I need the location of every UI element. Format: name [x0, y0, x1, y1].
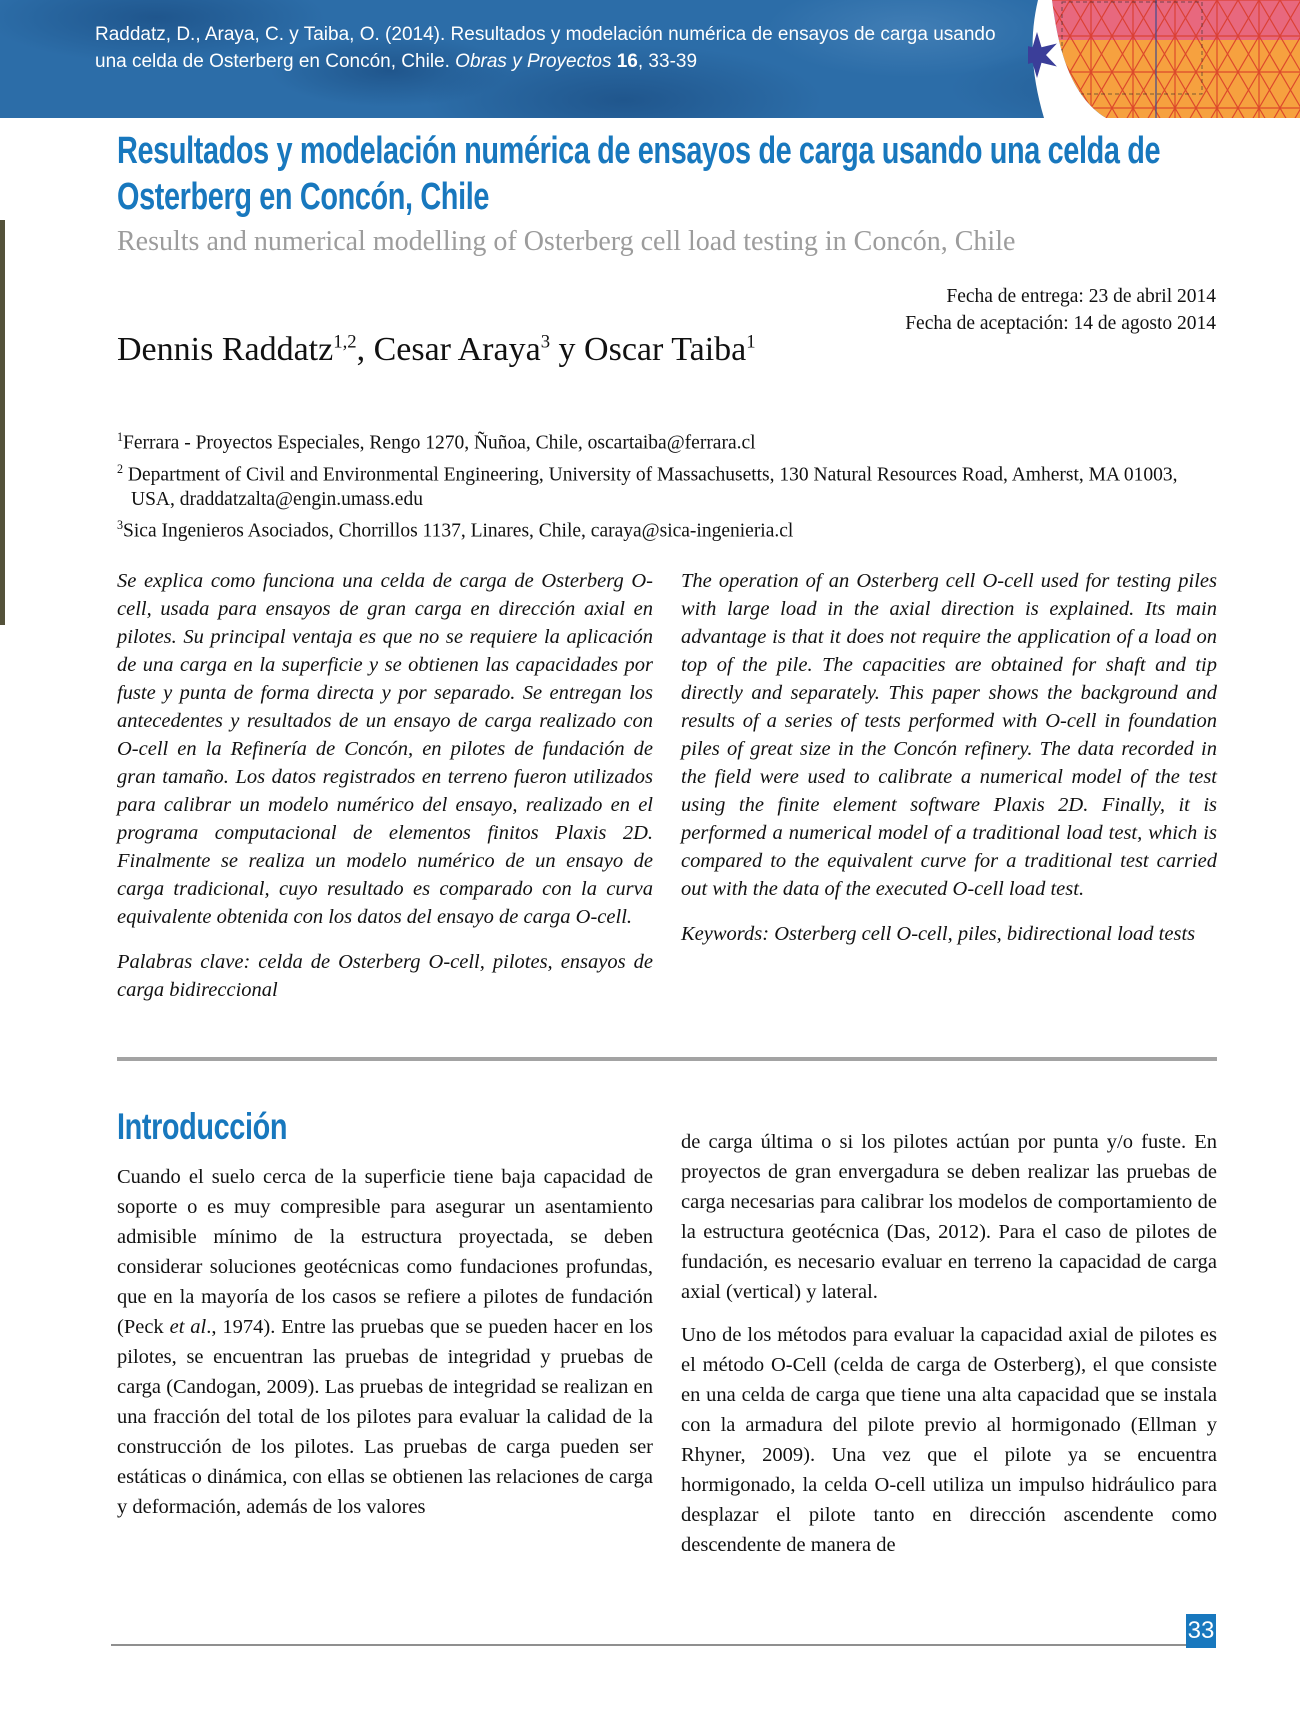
fem-mesh-graphic	[1028, 0, 1300, 118]
affiliation-list	[117, 425, 1222, 545]
author-name: y Oscar Taiba	[550, 331, 747, 368]
title-english: Results and numerical modelling of Osterberg cell load testing in Concón, Chile	[117, 226, 1016, 257]
keywords-english: Keywords: Osterberg cell O-cell, piles, bidirectional load tests	[681, 923, 1196, 945]
intro-paragraph: de carga última o si los pilotes actúan por punta y/o fuste. En proyectos de gran envergadura se deben realizar las pruebas de carga necesarias para calibrar los modelos de comportamiento de la estructura geotécnica (Das, 2012). Para el caso de pilotes de fundación, es necesario evaluar en terreno la capacidad de carga axial (vertical) y lateral.	[681, 1131, 1217, 1303]
paragraph-text: Cuando el suelo cerca de la superficie tiene baja capacidad de soporte o es muy compresible para asegurar un asentamiento admisible mínimo de la estructura proyectada, se deben considerar soluciones geotécnicas como fundaciones profundas, que en la mayoría de los casos se refiere a pilotes de fundación (Peck	[117, 1166, 653, 1338]
affiliation-item	[117, 425, 1222, 456]
footer-rule	[111, 1644, 1186, 1646]
author-line	[117, 331, 756, 369]
affiliation-item	[117, 513, 1222, 544]
date-accepted: Fecha de aceptación: 14 de agosto 2014	[905, 313, 1216, 334]
submission-dates	[905, 283, 1216, 337]
author-affiliation-marker: 1,2	[333, 331, 357, 353]
section-heading-introduction	[117, 1106, 335, 1148]
intro-column-left	[117, 1162, 653, 1522]
paragraph-text: ., 1974). Entre las pruebas que se pueden hacer en los pilotes, se encuentran las pruebas de integridad y pruebas de carga (Candogan, 2009). Las pruebas de integridad se realizan en una fracción del total de los pilotes para evaluar la calidad de la construcción de los pilotes. Las pruebas de carga pueden ser estáticas o dinámica, con ellas se obtienen las relaciones de carga y deformación, además de los valores	[117, 1316, 653, 1518]
page-title	[117, 128, 1300, 220]
author-name: , Cesar Araya	[356, 331, 541, 368]
author-affiliation-marker: 3	[540, 331, 551, 353]
abstract-spanish	[117, 567, 653, 1004]
title-line-2: Osterberg en Concón, Chile	[117, 176, 490, 218]
citation-part1: Raddatz, D., Araya, C. y Taiba, O. (2014). Resultados y modelación numérica de ensayos de carga usando una celda de Osterberg en Concón, Chile.	[95, 24, 996, 72]
page-number-badge: 33	[1186, 1614, 1216, 1648]
section-divider-rule	[117, 1057, 1217, 1061]
abstract-english	[681, 567, 1217, 948]
author-affiliation-marker: 1	[746, 331, 756, 353]
title-line-1: Resultados y modelación numérica de ensayos de carga usando una celda de	[117, 130, 1161, 172]
citation-pages: , 33-39	[637, 51, 698, 72]
intro-paragraph: Uno de los métodos para evaluar la capacidad axial de pilotes es el método O-Cell (celda de carga de Osterberg), el que consiste en una celda de carga que tiene una alta capacidad que se instala con la armadura del pilote previo al hormigonado (Ellman y Rhyner, 2009). Una vez que el pilote ya se encuentra hormigonado, la celda O-cell utiliza un impulso hidráulico para desplazar el pilote tanto en dirección ascendente como descendente de manera de	[681, 1324, 1217, 1556]
intro-column-right	[681, 1127, 1217, 1560]
author-name: Dennis Raddatz	[117, 331, 334, 368]
fem-mesh-svg	[1028, 0, 1300, 118]
affiliation-text: Ferrara - Proyectos Especiales, Rengo 1270, Ñuñoa, Chile, oscartaiba@ferrara.cl	[123, 432, 756, 454]
affiliation-marker: 1	[117, 430, 124, 444]
intro-paragraph	[117, 1162, 653, 1522]
citation-volume: 16	[616, 51, 638, 72]
affiliation-text: Department of Civil and Environmental Engineering, University of Massachusetts, 130 Natural Resources Road, Amherst, MA 01003, USA, draddatzalta@engin.umass.edu	[123, 464, 1178, 510]
section-heading-text: Introducción	[117, 1106, 288, 1147]
abstract-spanish-text: Se explica como funciona una celda de carga de Osterberg O-cell, usada para ensayos de gran carga en dirección axial en pilotes. Su principal ventaja es que no se requiere la aplicación de una carga en la superficie y se obtienen las capacidades por fuste y punta de forma directa y por separado. Se entregan los antecedentes y resultados de un ensayo de carga realizado con O-cell en la Refinería de Concón, en pilotes de fundación de gran tamaño. Los datos registrados en terreno fueron utilizados para calibrar un modelo numérico del ensayo, realizado en el programa computacional de elementos finitos Plaxis 2D. Finalmente se realiza un modelo numérico de un ensayo de carga tradicional, cuyo resultado es comparado con la curva equivalente obtenida con los datos del ensayo de carga O-cell.	[117, 570, 653, 928]
affiliation-item	[117, 457, 1222, 513]
affiliation-marker: 2	[117, 461, 124, 476]
citation-journal-name: Obras y Proyectos	[455, 51, 617, 72]
citation-text	[95, 21, 1030, 75]
affiliation-text: Sica Ingenieros Asociados, Chorrillos 1137, Linares, Chile, caraya@sica-ingenieria.cl	[123, 520, 794, 542]
paragraph-text-italic: et al	[169, 1316, 207, 1338]
affiliation-marker: 3	[117, 518, 124, 532]
header-banner-map	[0, 0, 1300, 118]
date-received: Fecha de entrega: 23 de abril 2014	[946, 286, 1216, 307]
keywords-spanish: Palabras clave: celda de Osterberg O-cell, pilotes, ensayos de carga bidireccional	[117, 951, 653, 1001]
abstract-english-text: The operation of an Osterberg cell O-cell used for testing piles with large load in the axial direction is explained. Its main advantage is that it does not require the application of a load on top of the pile. The capacities are obtained for shaft and tip directly and separately. This paper shows the background and results of a series of tests performed with O-cell in foundation piles of great size in the Concón refinery. The data recorded in the field were used to calibrate a numerical model of the test using the finite element software Plaxis 2D. Finally, it is performed a numerical model of a traditional load test, which is compared to the equivalent curve for a traditional test carried out with the data of the executed O-cell load test.	[681, 570, 1217, 900]
left-margin-stripe	[0, 220, 5, 625]
